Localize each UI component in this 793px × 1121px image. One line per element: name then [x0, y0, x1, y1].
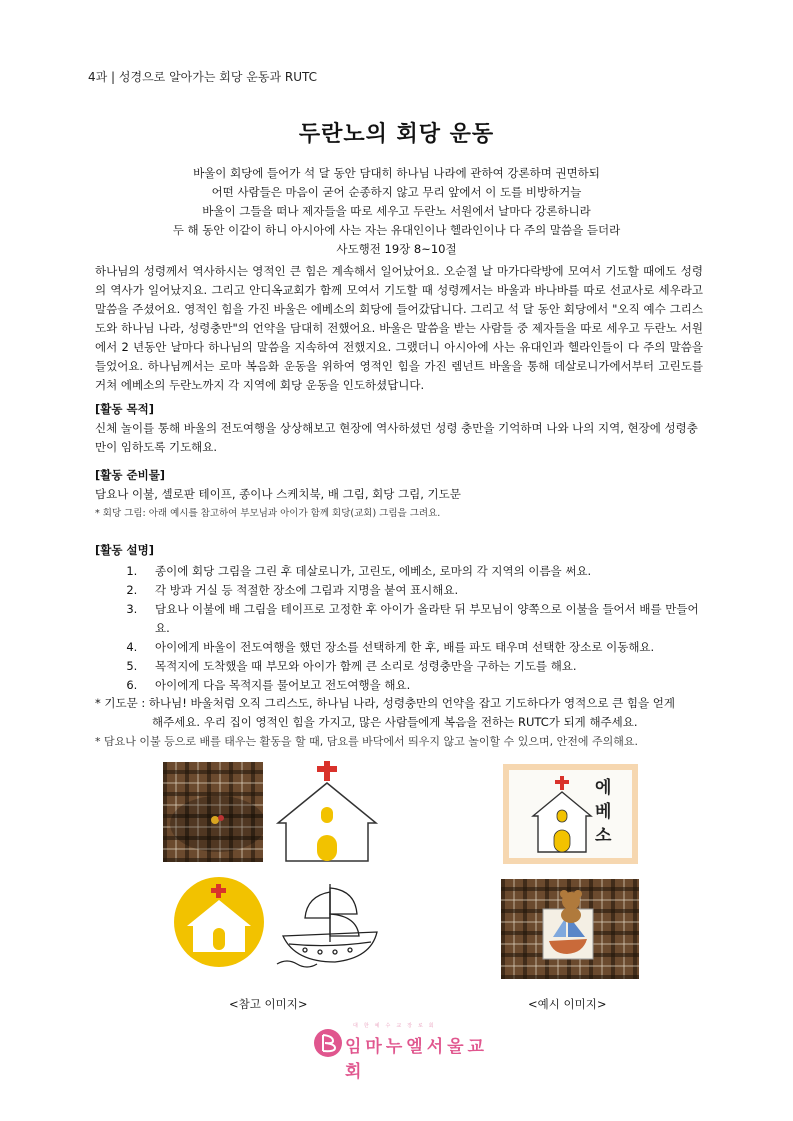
purpose-text: 신체 놀이를 통해 바울의 전도여행을 상상해보고 현장에 역사하셨던 성령 충만을 기억하며 나와 나의 지역, 현장에 성령충만이 임하도록 기도해요.	[95, 421, 698, 454]
instructions-title: [활동 설명]	[95, 543, 154, 557]
church-outline-drawing	[272, 757, 382, 865]
verse-line: 두 해 동안 이같이 하니 아시아에 사는 자는 유대인이나 헬라인이나 다 주의 말씀을 듣더라	[172, 223, 621, 237]
example-image-caption: <예시 이미지>	[528, 997, 607, 1011]
church-sketch-icon	[527, 774, 597, 858]
instruction-step: 3. 담요나 이불에 배 그림을 테이프로 고정한 후 아이가 올라탄 뒤 부모님이 양쪽으로 이불을 들어서 배를 만들어요.	[141, 600, 703, 638]
prayer-line: 해주세요. 우리 집이 영적인 힘을 가지고, 많은 사람들에게 복음을 전하는 RUTC가 되게 해주세요.	[152, 715, 638, 729]
instruction-step: 4. 아이에게 바울이 전도여행을 했던 장소를 선택하게 한 후, 배를 파도 태우며 선택한 장소로 이동해요.	[141, 638, 703, 657]
instruction-step: 5. 목적지에 도착했을 때 부모와 아이가 함께 큰 소리로 성령충만을 구하는 기도를 해요.	[141, 657, 703, 676]
church-logo	[313, 1022, 493, 1082]
body-paragraph: 하나님의 성령께서 역사하시는 영적인 큰 힘은 계속해서 일어났어요. 오순절 날 마가다락방에 모여서 기도할 때에도 성령의 역사가 일어났지요. 그리고 안디옥교회가 함께 모여서 기도할 때 성령께서는 바울과 바나바를 따로 선교사로 세우라고 말씀을 주셨어요. 영적인 힘을 가진 바울은 에베소의 회당에 들어갔답니다. 그리고 석 달 동안 회당에서 "오직 예수 그리스도와 하나님 나라, 성령충만"의 언약을 담대히 전했어요. 바울은 말씀을 받는 사람들 중 제자들을 따로 세우고 두란노 서원에서 2 년동안 날마다 하나님의 말씀을 지속하여 전했지요. 그랬더니 아시아에 사는 유대인과 헬라인들이 다 주의 말씀을 들었어요. 하나님께서는 로마 복음화 운동을 위하여 영적인 힘을 가진 렘넌트 바울을 통해 데살로니가에서부터 고린도를 거쳐 에베소의 두란노까지 각 지역에 회당 운동을 인도하셨답니다.	[95, 264, 703, 392]
scripture-quote	[0, 164, 793, 259]
instruction-step: 1. 종이에 회당 그림을 그린 후 데살로니가, 고린도, 에베소, 로마의 각 지역의 이름을 써요.	[141, 562, 703, 581]
instruction-step: 2. 각 방과 거실 등 적절한 장소에 그림과 지명을 붙여 표시해요.	[141, 581, 703, 600]
instruction-list	[95, 562, 703, 695]
purpose-title: [활동 목적]	[95, 402, 154, 416]
ship-icon	[275, 878, 385, 970]
instruction-step: 6. 아이에게 다음 목적지를 물어보고 전도여행을 해요.	[141, 676, 703, 695]
verse-line: 바울이 그들을 떠나 제자들을 따로 세우고 두란노 서원에서 날마다 강론하니라	[202, 204, 591, 218]
materials-title: [활동 준비물]	[95, 468, 166, 482]
blanket-shading-icon	[163, 762, 263, 862]
verse-reference: 사도행전 19장 8~10절	[336, 242, 457, 256]
reference-image-caption: <참고 이미지>	[229, 997, 308, 1011]
materials-note: * 회당 그림: 아래 예시를 참고하여 부모님과 아이가 함께 회당(교회) 그림을 그려요.	[95, 508, 441, 519]
teddy-ship-icon	[501, 879, 639, 979]
church-icon	[272, 757, 382, 865]
page-header: 4과 | 성경으로 알아가는 회당 운동과 RUTC	[88, 70, 317, 84]
materials-text: 담요나 이불, 셀로판 테이프, 종이나 스케치북, 배 그림, 회당 그림, 기도문	[95, 487, 461, 501]
instructions-section	[95, 541, 703, 695]
sign-lettering: 에 베 소	[595, 778, 612, 846]
verse-line: 어떤 사람들은 마음이 굳어 순종하지 않고 무리 앞에서 이 도를 비방하거늘	[211, 185, 582, 199]
logo-subtitle: 대한예수교장로회	[353, 1023, 440, 1029]
church-circle-drawing	[173, 876, 265, 968]
blanket-photo	[163, 762, 263, 862]
church-circle-icon	[173, 876, 265, 968]
logo-mark-icon	[313, 1028, 343, 1058]
prayer-line: * 기도문 : 하나님! 바울처럼 오직 그리스도, 하나님 나라, 성령충만의 언약을 잡고 기도하다가 영적으로 큰 힘을 얻게	[95, 696, 675, 710]
purpose-section	[95, 400, 703, 457]
paper-sheet	[509, 770, 632, 858]
page-title: 두란노의 회당 운동	[298, 122, 495, 147]
ship-drawing	[275, 878, 385, 970]
logo-name: 임마누엘서울교회	[345, 1037, 488, 1082]
safety-note: * 담요나 이불 등으로 배를 태우는 활동을 할 때, 담요를 바닥에서 띄우지 않고 놀이할 수 있으며, 안전에 주의해요.	[95, 735, 638, 748]
example-ship-photo	[501, 879, 639, 979]
materials-section	[95, 466, 703, 523]
prayer-section	[95, 694, 707, 751]
example-sign-photo	[503, 764, 638, 864]
verse-line: 바울이 회당에 들어가 석 달 동안 담대히 하나님 나라에 관하여 강론하며 권면하되	[193, 166, 600, 180]
